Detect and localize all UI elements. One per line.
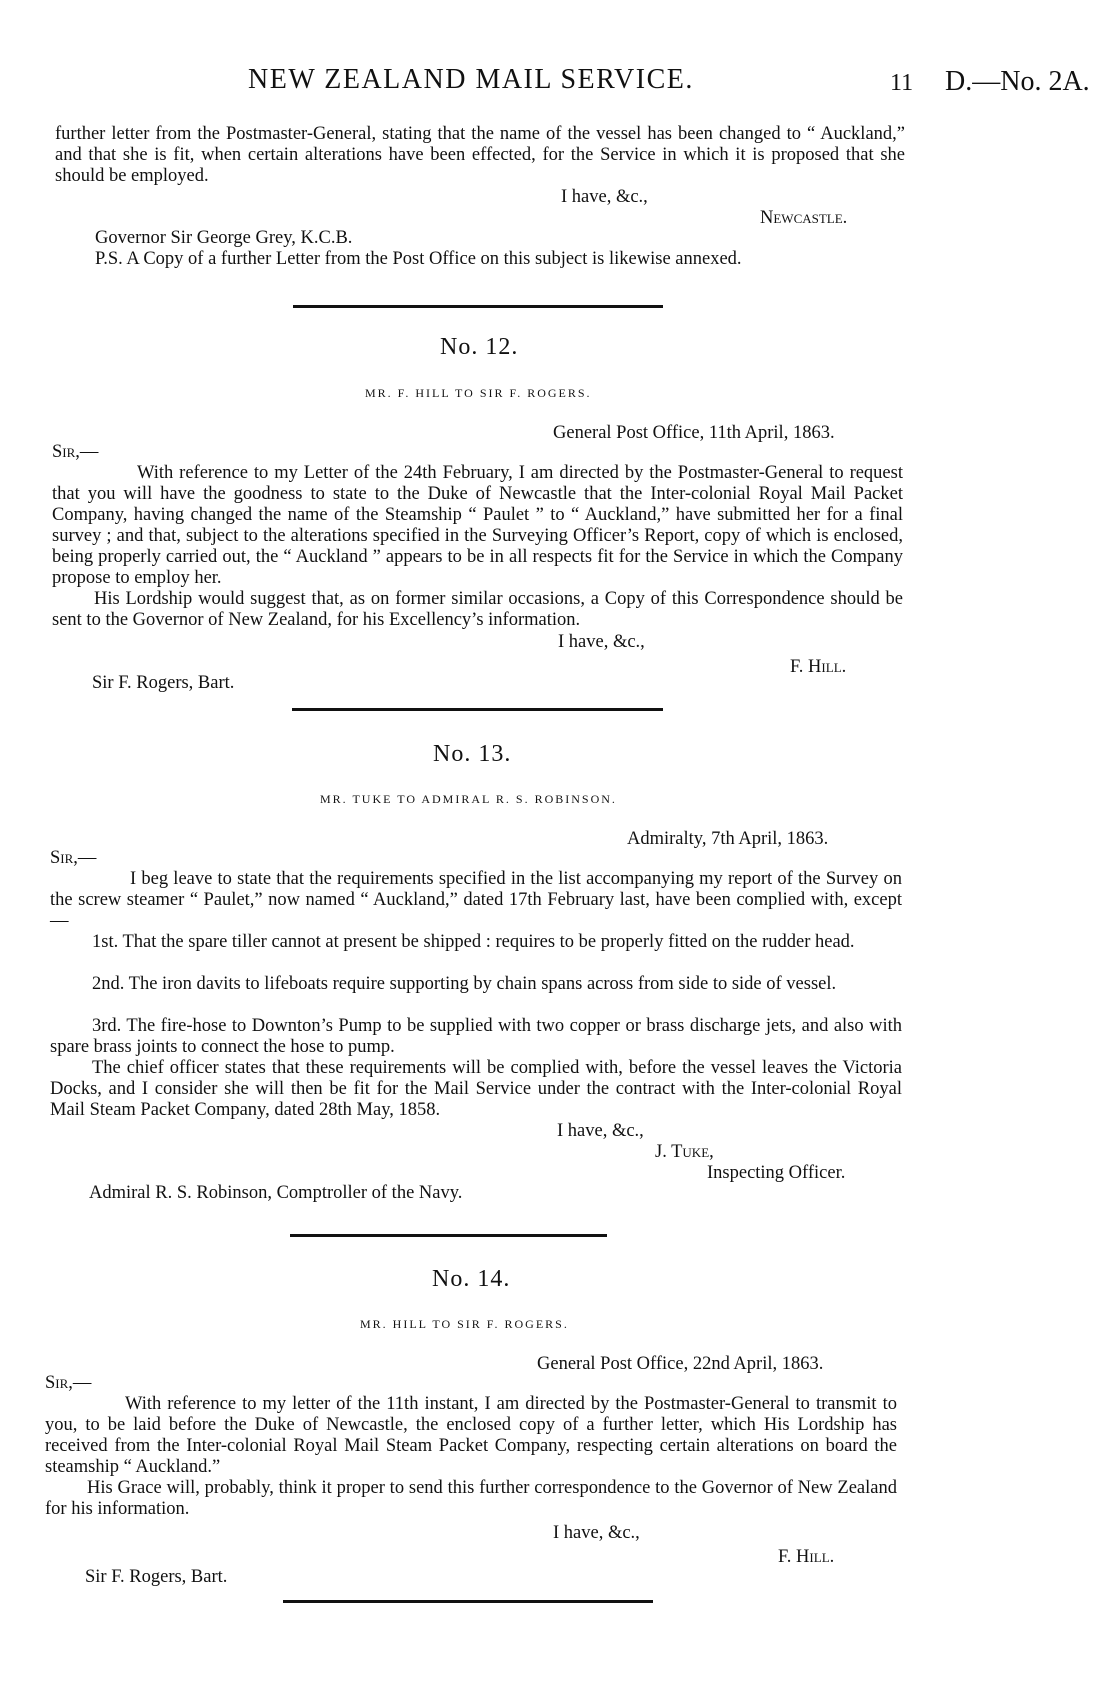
letter-caption: MR. HILL TO SIR F. ROGERS. (360, 1317, 569, 1331)
section-divider (283, 1600, 653, 1603)
letter-salutation: Sir,— (52, 442, 99, 462)
letter-paragraph: 1st. That the spare tiller cannot at present be shipped : requires to be properly fitted on the rudder head. (92, 932, 855, 952)
letter-signature: F. Hill. (778, 1547, 835, 1567)
letter-paragraph: I beg leave to state that the requirements specified in the list accompanying my report of the Survey on the screw steamer “ Paulet,” now named “ Auckland,” dated 17th February last, have been complied with, except— (50, 869, 902, 931)
intro-addressee: Governor Sir George Grey, K.C.B. (95, 228, 353, 248)
letter-paragraph: His Grace will, probably, think it proper to send this further correspondence to the Governor of New Zealand for his information. (45, 1478, 897, 1519)
intro-closing: I have, &c., (561, 187, 648, 207)
letter-number: No. 14. (432, 1266, 511, 1292)
letter-caption: MR. F. HILL TO SIR F. ROGERS. (365, 386, 592, 400)
letter-paragraph: The chief officer states that these requirements will be complied with, before the vessel leaves the Victoria Docks, and I consider she will then be fit for the Mail Service under the contract with the Inter-colonial Royal Mail Steam Packet Company, dated 28th May, 1858. (50, 1058, 902, 1120)
letter-paragraph: With reference to my Letter of the 24th February, I am directed by the Postmaster-General to request that you will have the goodness to state to the Duke of Newcastle that the Inter-colonial Royal Mail Packet Company, having changed the name of the Steamship “ Paulet ” to “ Auckland,” have submitted her for a final survey ; and that, subject to the alterations specified in the Surveying Officer’s Report, copy of which is enclosed, being properly carried out, the “ Auckland ” appears to be in all respects fit for the Service in which the Company propose to employ her. (52, 463, 903, 588)
letter-number: No. 12. (440, 334, 519, 360)
letter-closing: I have, &c., (557, 1121, 644, 1141)
letter-place-date: General Post Office, 11th April, 1863. (553, 423, 835, 443)
letter-caption: MR. TUKE TO ADMIRAL R. S. ROBINSON. (320, 792, 617, 806)
intro-signature: Newcastle. (760, 208, 848, 228)
document-reference: D.—No. 2A. (945, 66, 1090, 97)
letter-signature-title: Inspecting Officer. (707, 1163, 846, 1183)
letter-paragraph: 3rd. The fire-hose to Downton’s Pump to be supplied with two copper or brass discharge jets, and also with spare brass joints to connect the hose to pump. (50, 1016, 902, 1057)
letter-paragraph: 2nd. The iron davits to lifeboats require supporting by chain spans across from side to side of vessel. (92, 974, 837, 994)
letter-number: No. 13. (433, 741, 512, 767)
letter-signature: F. Hill. (790, 657, 847, 677)
section-divider (290, 1234, 607, 1237)
intro-postscript: P.S. A Copy of a further Letter from the Post Office on this subject is likewise annexed. (95, 249, 742, 269)
letter-closing: I have, &c., (553, 1523, 640, 1543)
letter-addressee: Sir F. Rogers, Bart. (92, 673, 235, 693)
letter-closing: I have, &c., (558, 632, 645, 652)
intro-paragraph: further letter from the Postmaster-General, stating that the name of the vessel has been changed to “ Auckland,” and that she is fit, when certain alterations have been effected, for the Service in which it is proposed that she should be employed. (55, 124, 905, 186)
letter-addressee: Sir F. Rogers, Bart. (85, 1567, 228, 1587)
letter-addressee: Admiral R. S. Robinson, Comptroller of the Navy. (89, 1183, 463, 1203)
letter-place-date: General Post Office, 22nd April, 1863. (537, 1354, 824, 1374)
letter-salutation: Sir,— (50, 848, 97, 868)
page-number: 11 (890, 70, 914, 96)
section-divider (292, 708, 663, 711)
letter-signature: J. Tuke, (655, 1142, 714, 1162)
letter-place-date: Admiralty, 7th April, 1863. (627, 829, 829, 849)
letter-paragraph: His Lordship would suggest that, as on former similar occasions, a Copy of this Correspondence should be sent to the Governor of New Zealand, for his Excellency’s information. (52, 589, 903, 630)
letter-salutation: Sir,— (45, 1373, 92, 1393)
section-divider (293, 305, 663, 308)
letter-paragraph: With reference to my letter of the 11th instant, I am directed by the Postmaster-General to transmit to you, to be laid before the Duke of Newcastle, the enclosed copy of a further letter, which His Lordship has received from the Inter-colonial Royal Mail Steam Packet Company, respecting certain alterations on board the steamship “ Auckland.” (45, 1394, 897, 1477)
running-header-title: NEW ZEALAND MAIL SERVICE. (248, 64, 694, 95)
